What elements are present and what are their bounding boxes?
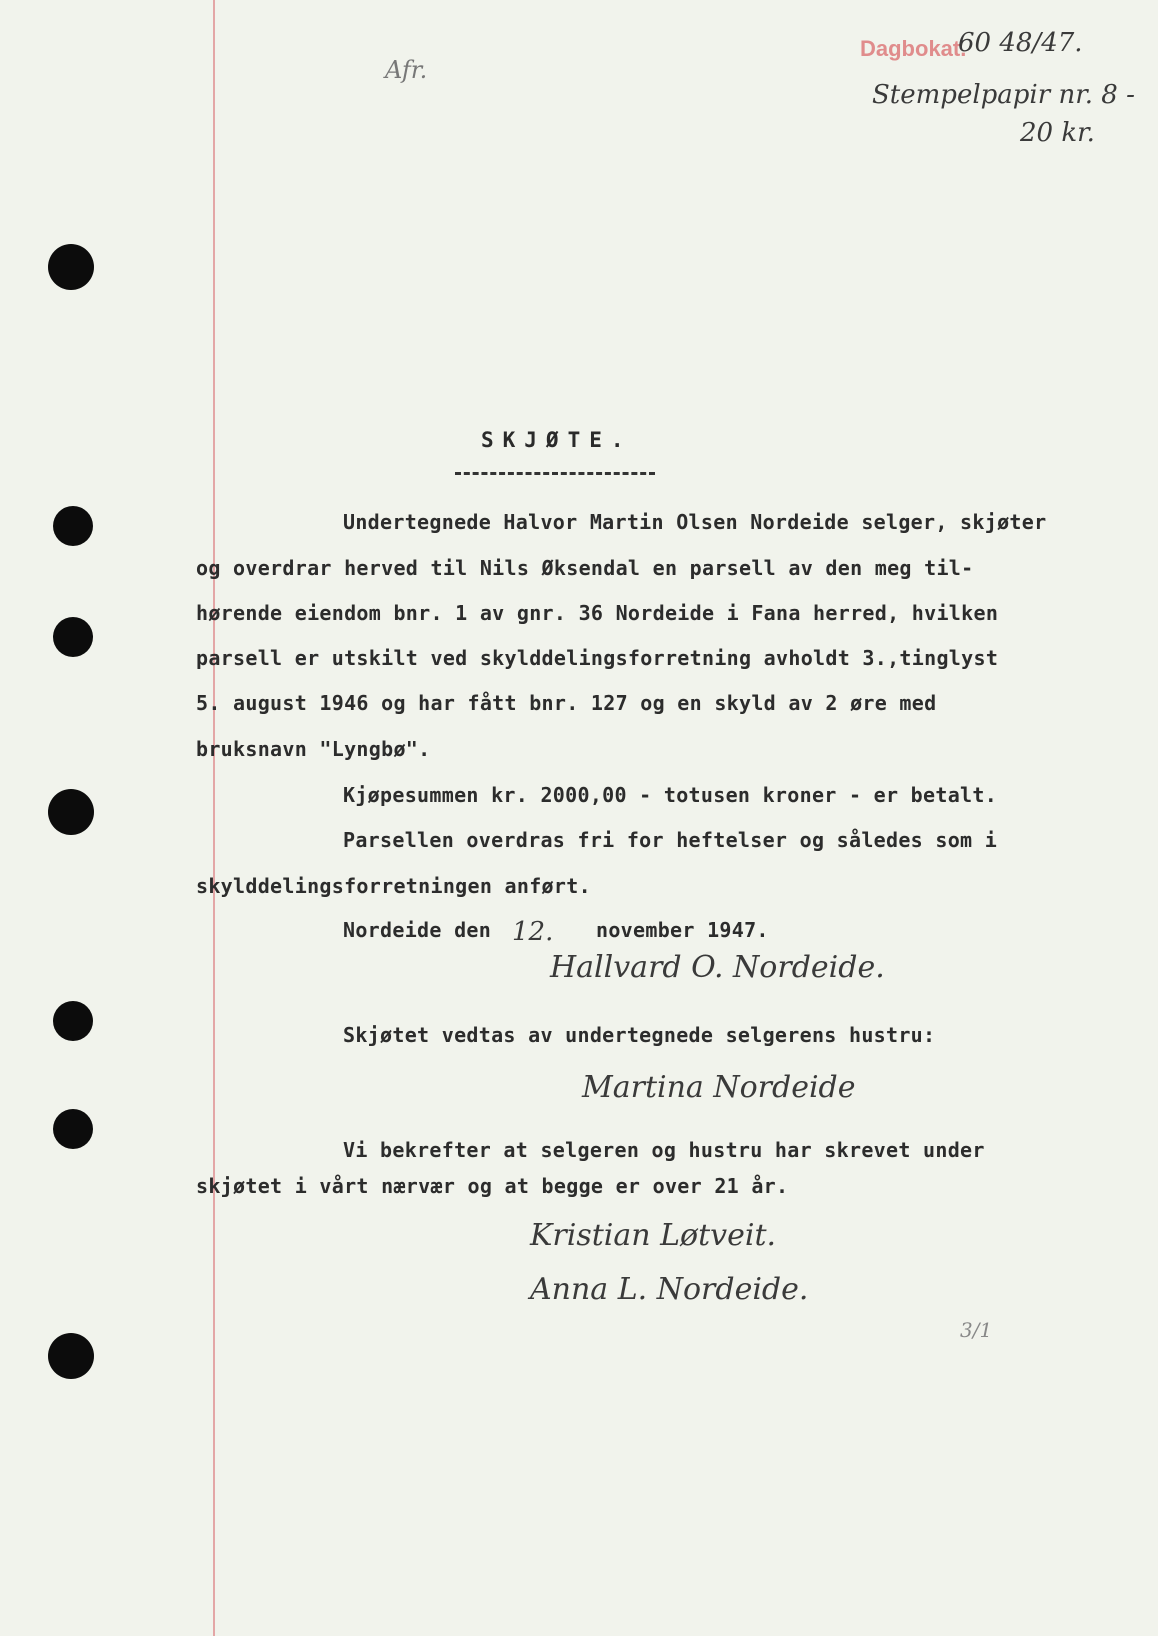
witness-signature: Kristian Løtveit. [530, 1218, 777, 1253]
date-suffix: november 1947. [596, 918, 769, 942]
punch-hole-icon [48, 244, 94, 290]
wife-signature: Martina Nordeide [582, 1070, 856, 1105]
dagbok-stamp: Dagbokat. [860, 36, 967, 61]
document-title: SKJØTE. [481, 428, 633, 452]
date-prefix: Nordeide den [343, 918, 492, 942]
punch-hole-icon [48, 789, 94, 835]
text-line: Parsellen overdras fri for heftelser og således som i [343, 828, 998, 852]
punch-hole-icon [53, 506, 93, 546]
punch-hole-icon [53, 1109, 93, 1149]
text-line: parsell er utskilt ved skylddelingsforretning avholdt 3.,tinglyst [196, 646, 999, 670]
date-day: 12. [512, 917, 554, 947]
text-line: Kjøpesummen kr. 2000,00 - totusen kroner - er betalt. [343, 783, 998, 807]
initials-note: Afr. [385, 56, 428, 84]
reference-number: 60 48/47. [958, 28, 1083, 58]
acceptance-text: Skjøtet vedtas av undertegnede selgerens hustru: [343, 1023, 936, 1047]
text-line: hørende eiendom bnr. 1 av gnr. 36 Nordeide i Fana herred, hvilken [196, 601, 999, 625]
margin-line [213, 0, 215, 1636]
witness-signature: Anna L. Nordeide. [530, 1272, 809, 1307]
stamp-paper-note: Stempelpapir nr. 8 - [872, 80, 1135, 110]
punch-hole-icon [53, 1001, 93, 1041]
text-line: skylddelingsforretningen anført. [196, 874, 591, 898]
text-line: 5. august 1946 og har fått bnr. 127 og en skyld av 2 øre med [196, 691, 937, 715]
title-underline [455, 472, 655, 475]
seller-signature: Hallvard O. Nordeide. [550, 950, 885, 985]
punch-hole-icon [53, 617, 93, 657]
text-line: og overdrar herved til Nils Øksendal en parsell av den meg til- [196, 556, 974, 580]
text-line: Undertegnede Halvor Martin Olsen Nordeide selger, skjøter [343, 510, 1047, 534]
margin-note: 3/1 [960, 1318, 993, 1342]
witness-text: skjøtet i vårt nærvær og at begge er over 21 år. [196, 1174, 789, 1198]
stamp-paper-amount: 20 kr. [1020, 118, 1095, 148]
punch-hole-icon [48, 1333, 94, 1379]
witness-text: Vi bekrefter at selgeren og hustru har skrevet under [343, 1138, 985, 1162]
text-line: bruksnavn "Lyngbø". [196, 737, 431, 761]
